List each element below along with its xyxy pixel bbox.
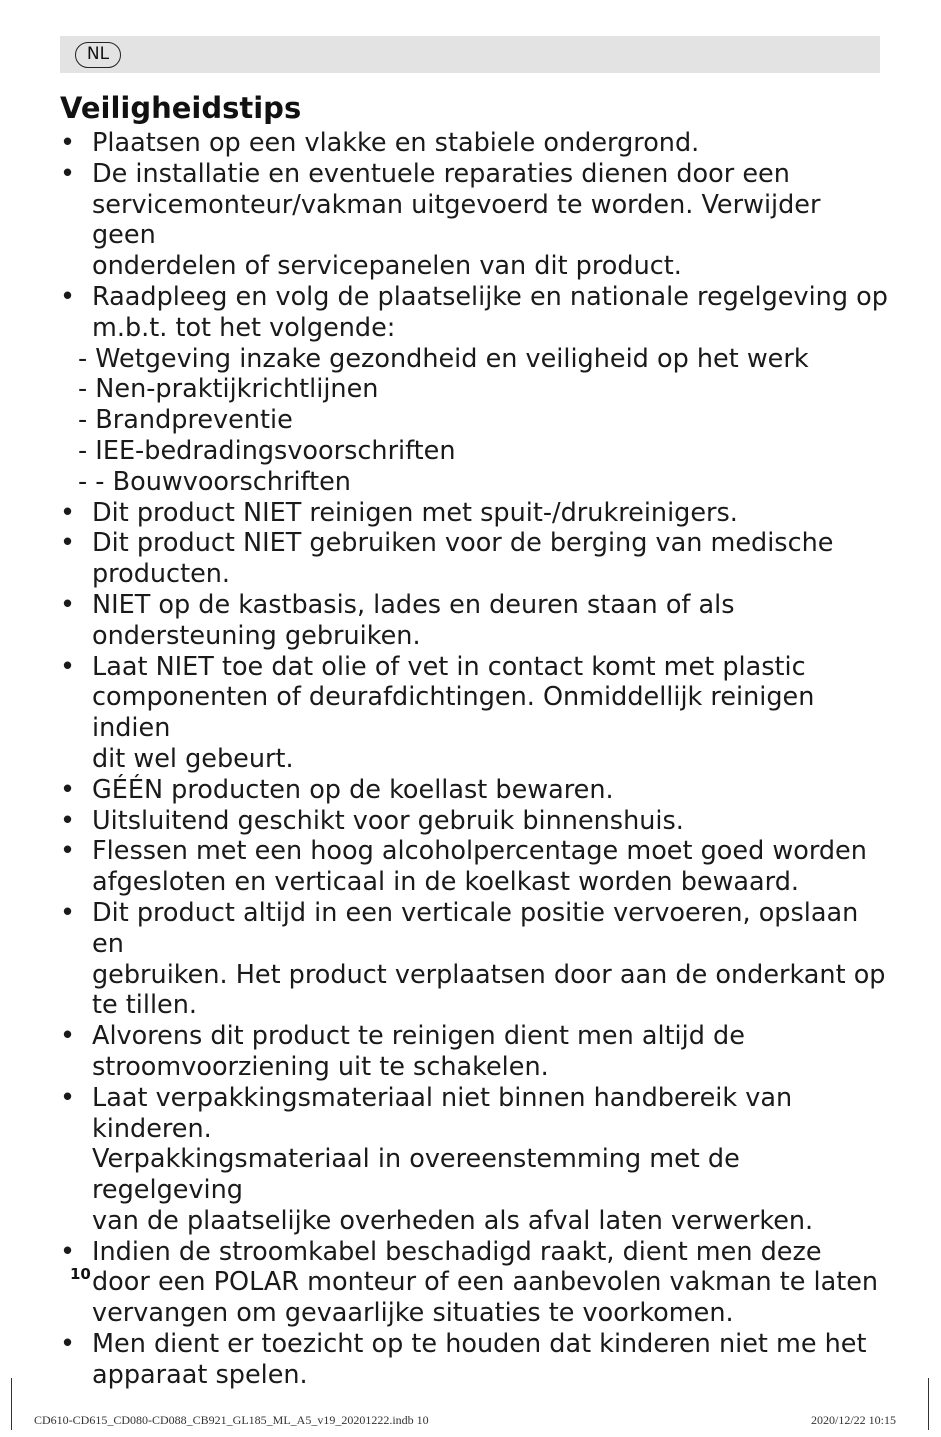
text-line: • Laat verpakkingsmateriaal niet binnen handbereik van kinderen.: [92, 1082, 793, 1144]
bullet-item: [60, 898, 890, 1021]
print-date-info: 2020/12/22 10:15: [811, 1413, 897, 1427]
text-line: • Dit product altijd in een verticale positie vervoeren, opslaan en: [92, 897, 859, 959]
page-number: 10: [70, 1265, 91, 1283]
bullet-item: [60, 159, 890, 282]
trim-mark-left: [11, 1378, 12, 1430]
bullet-item: [60, 590, 890, 652]
sub-item: [60, 344, 890, 375]
text-line: m.b.t. tot het volgende:: [92, 312, 396, 343]
bullet-item: [60, 282, 890, 344]
text-line: • Indien de stroomkabel beschadigd raakt, dient men deze: [92, 1236, 822, 1267]
text-line: componenten of deurafdichtingen. Onmiddellijk reinigen indien: [92, 682, 815, 744]
text-line: • Men dient er toezicht op te houden dat kinderen niet me het: [92, 1329, 867, 1360]
text-line: ondersteuning gebruiken.: [92, 620, 421, 651]
text-line: - Wetgeving inzake gezondheid en veiligheid op het werk: [78, 343, 809, 374]
text-line: • Alvorens dit product te reinigen dient men altijd de: [92, 1021, 745, 1052]
text-line: afgesloten en verticaal in de koelkast worden bewaard.: [92, 867, 800, 898]
text-line: - - Bouwvoorschriften: [78, 466, 351, 497]
bullet-item: [60, 806, 890, 837]
bullet-item: [60, 836, 890, 898]
text-line: • Flessen met een hoog alcoholpercentage moet goed worden: [92, 836, 867, 867]
bullet-item: [60, 652, 890, 775]
trim-mark-right: [928, 1378, 929, 1430]
section-title: Veiligheidstips: [60, 91, 302, 125]
language-header-bar: [60, 36, 880, 73]
text-line: • NIET op de kastbasis, lades en deuren staan of als: [92, 589, 735, 620]
bullet-item: [60, 1329, 890, 1391]
text-line: • Laat NIET toe dat olie of vet in contact komt met plastic: [92, 651, 806, 682]
text-line: • GÉÉN producten op de koellast bewaren.: [92, 774, 614, 805]
text-line: dit wel gebeurt.: [92, 743, 294, 774]
text-line: servicemonteur/vakman uitgevoerd te worden. Verwijder geen: [92, 189, 821, 251]
sub-item: [60, 374, 890, 405]
text-line: • Uitsluitend geschikt voor gebruik binnenshuis.: [92, 805, 684, 836]
text-line: - IEE-bedradingsvoorschriften: [78, 435, 456, 466]
text-line: vervangen om gevaarlijke situaties te voorkomen.: [92, 1298, 734, 1329]
text-line: onderdelen of servicepanelen van dit product.: [92, 251, 682, 282]
text-line: producten.: [92, 559, 231, 590]
bullet-item: [60, 1021, 890, 1083]
text-line: van de plaatselijke overheden als afval laten verwerken.: [92, 1205, 814, 1236]
bullet-item: [60, 128, 890, 159]
bullet-item: [60, 1083, 890, 1237]
print-file-info: CD610-CD615_CD080-CD088_CB921_GL185_ML_A5_v19_20201222.indb 10: [34, 1413, 429, 1427]
text-line: • De installatie en eventuele reparaties dienen door een: [92, 158, 790, 189]
text-line: • Dit product NIET gebruiken voor de berging van medische: [92, 528, 834, 559]
text-line: • Plaatsen op een vlakke en stabiele ondergrond.: [92, 128, 700, 158]
bullet-item: [60, 1237, 890, 1329]
sub-item: [60, 467, 890, 498]
text-line: gebruiken. Het product verplaatsen door aan de onderkant op: [92, 959, 886, 990]
bullet-item: [60, 775, 890, 806]
text-line: Verpakkingsmateriaal in overeenstemming met de regelgeving: [92, 1144, 740, 1206]
text-line: te tillen.: [92, 990, 198, 1021]
text-line: - Nen-praktijkrichtlijnen: [78, 374, 379, 405]
text-line: - Brandpreventie: [78, 405, 293, 436]
sub-item: [60, 405, 890, 436]
text-line: apparaat spelen.: [92, 1359, 308, 1390]
text-line: stroomvoorziening uit te schakelen.: [92, 1051, 549, 1082]
text-line: door een POLAR monteur of een aanbevolen vakman te laten: [92, 1267, 879, 1298]
safety-tips-list: [60, 128, 890, 1391]
bullet-item: [60, 498, 890, 529]
language-badge: NL: [75, 42, 121, 68]
text-line: • Raadpleeg en volg de plaatselijke en nationale regelgeving op: [92, 281, 888, 312]
sub-item: [60, 436, 890, 467]
bullet-item: [60, 528, 890, 590]
text-line: • Dit product NIET reinigen met spuit-/drukreinigers.: [92, 497, 738, 528]
